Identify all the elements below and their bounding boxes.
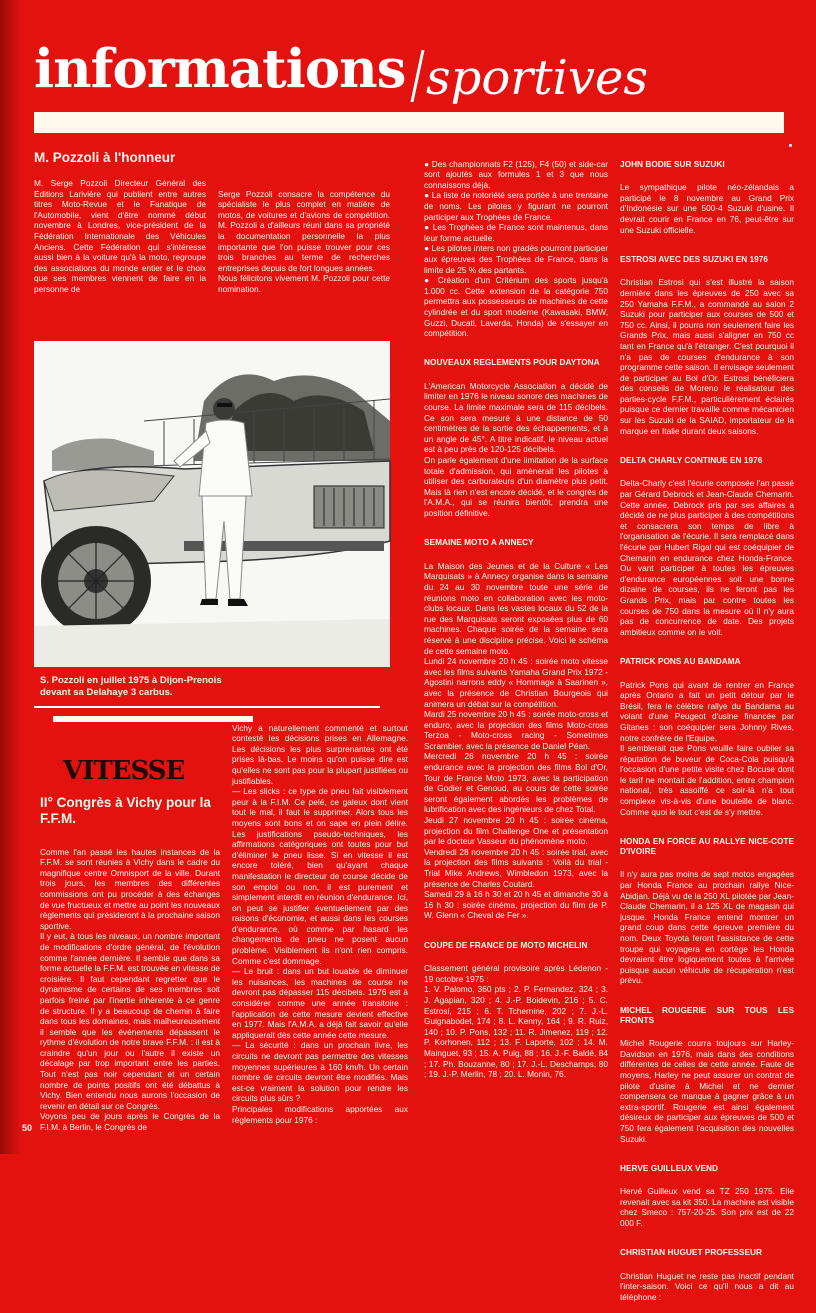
vitesse-subtitle: II° Congrès à Vichy pour la F.F.M. <box>40 795 211 826</box>
heading-huguet: CHRISTIAN HUGUET PROFESSEUR <box>620 1247 762 1258</box>
text-honda-rallye: Il n'y aura pas moins de sept motos engagées par Honda France au prochain rallye Nice-Abidjan. Déjà vu de la 250 XL pilotée par Jean-Claude Chemarin, il a 125 XL de magasin qui jusque. Honda France entend montrer un grand coup dans cette épreuve première du nom. Deux Toyota feront l'assistance de cette troupe qui voyagera en cortège les Honda devraient être logiquement toutes à l'arrivée puisque aucun véhicule de récupération n'est prévu. <box>620 869 794 986</box>
section-header <box>34 30 794 110</box>
news-column-3 <box>424 148 608 1138</box>
photo-caption-line-2: devant sa Delahaye 3 carbus. <box>40 687 173 698</box>
photo-illustration <box>34 341 390 667</box>
heading-patrick-pons: PATRICK PONS AU BANDAMA <box>620 655 741 666</box>
heading-estrosi: ESTROSI AVEC DES SUZUKI EN 1976 <box>620 253 768 264</box>
vitesse-col1 <box>40 836 220 1132</box>
header-white-band <box>34 112 784 133</box>
heading-guilleux: HERVE GUILLEUX VEND <box>620 1162 719 1173</box>
heading-john-bodie: JOHN BODIE SUR SUZUKI <box>620 158 725 169</box>
heading-daytona: NOUVEAUX REGLEMENTS POUR DAYTONA <box>424 357 600 368</box>
heading-delta-charly: DELTA CHARLY CONTINUE EN 1976 <box>620 454 763 465</box>
text-guilleux: Hervé Guilleux vend sa TZ 250 1975. Elle revenait avec sa kit 350. La machine est visible chez Smeco : 757-20-25. Son prix est de 22 000 F. <box>620 1186 794 1229</box>
text-delta-charly: Delta-Charly c'est l'écurie composée l'an passé par Gérard Debrock et Jean-Claude Chemarin. Cette année, Debrock pris par ses affaires a décidé de ne plus participer à des compétitions et consacrera son temps de libre à l'organisation de l'écurie. Il sera remplacé dans l'écurie par Hubert Rigal qui est coéquipier de Chemarin en endurance chez Honda-France. Ou vant participer à toutes les épreuves d'endurance européennes soit une bonne dizaine de courses, ils ne feront pas les Grands Prix, mais par contre toutes les courses de 750 dans la mesure où il n'y aura pas de concurrence de date. Des projets ambitieux comme on le voit. <box>620 478 794 637</box>
heading-coupe-michelin: COUPE DE FRANCE DE MOTO MICHELIN <box>424 939 588 950</box>
heading-annecy: SEMAINE MOTO A ANNECY <box>424 537 534 548</box>
text-rougerie: Michel Rougerie courra toujours sur Harley-Davidson en 1976, mais dans des conditions différentes de celles de cette année. Faute de moyens, Harley ne peut assurer un contrat de pilote d'usine à Michel et ne dernier compensera ce manque à gagner grâce à un extra-sportif. Rougerie est ainsi également désireux de participer aux épreuves de 500 et 750 fera également l'acquisition des nouvelles Suzuki. <box>620 1038 794 1144</box>
text-estrosi: Christian Estrosi qui s'est illustré la saison dernière dans les épreuves de 250 avec sa 250 Yamaha F.F.M., a commandé au salon 2 Suzuki pour participer aux courses de 500 et 750 cc. Ainsi, il pourra non seulement faire les Grands Prix, mais aussi s'aligner en 750 cc tant en France qu'à l'étranger. C'est pourquoi il n'a pas de courses d'endurance à son programme cette saison. Il envisage seulement de participer au Bol d'Or. Estrosi bénéficiera des conseils de Moreno le réalisateur des parties-cycle F.F.M., particulièrement éclairés puisque ce dernier travaille comme mécanicien sur les Suzuki de la SAIAD, importateur de la marque en Italie durant deux saisons. <box>620 277 794 436</box>
vitesse-label: VITESSE <box>63 756 185 786</box>
header-separator <box>410 50 424 102</box>
article-pozzoli-heading-box <box>34 150 389 170</box>
vitesse-text-2: Vichy a naturellement commenté et surtout contesté les décisions prises en Allemagne. Les décisions les plus surprenantes ont été prises là-bas. Le moins qu'on puisse dire est qu'elles ne sont pas pour la plupart justifiées ou justifiables. — Les slicks : ce type de pneu fait visiblement peur à la F.I.M. Ce pelé, ce galeux dont vient tout le mal, il faut le supprimer. Alors tous les moyens sont bons et on sape en plein délire. Les justifications pseudo-techniques, les affirmations catégoriques ont toutes pour but d'éliminer le pneu lisse. Si en vitesse il est encore toléré, bien qu'ayant chaque manifestation le directeur de course décide de son emploi ou non, il est purement et simplement interdit en réunion d'endurance. Ici, on peut se justifier éventuellement par des raisons d'économie, et aussi dans les courses d'endurance, où comme par hasard les changements de pneu ne posent aucun problème. Visiblement ils n'ont rien compris. Comme c'est dommage. — Le bruit : dans un but louable de diminuer les nuisances, les machines de course ne devront pas dépasser 115 décibels. 1976 est à considérer comme une année transitoire : l'application de cette mesure devient effective en 1977. Mais l'A.M.A. a déjà fait savoir qu'elle appliquerait dès cette année cette mesure. — La sécurité : dans un prochain livre, les circuits ne devront pas permettre des vitesses moyennes supérieures à 160 km/h. Un certain nombre de circuits devront être modifiés. Mais est-ce vraiment la solution pour rendre les circuits plus sûrs ? Principales modifications apportées aux règlements pour 1976 : <box>232 722 408 1125</box>
heading-rougerie: MICHEL ROUGERIE SUR TOUS LES FRONTS <box>620 1004 794 1025</box>
article-pozzoli-col2 <box>218 178 390 332</box>
header-title-script: sportives <box>426 50 648 106</box>
photo-caption <box>40 675 222 699</box>
print-speck <box>789 144 792 147</box>
page-number: 50 <box>22 1123 33 1133</box>
article-pozzoli-title: M. Pozzoli à l'honneur <box>34 150 176 165</box>
text-patrick-pons: Patrick Pons qui avant de rentrer en France après Ontario a fait un petit détour par le Brésil, fera le célèbre rallye du Bandama au volant d'une Peugeot d'usine financée par Gitanes : son coéquipier sera Johnny Rives, notre confrère de l'Equipe. Il semblerait que Pons veuille faire oublier sa réputation de buveur de Coca-Cola puisqu'à l'occasion d'une petite visite chez Bocuse dont le tarif ne montait de l'addition, entre champion national, très assoiffé ce soir-là n'a tout complexe vis-à-vis d'une bouteille de blanc. Comme quoi le tout c'est de s'y mettre. <box>620 679 794 817</box>
text-huguet: Christian Huguet ne reste pas inactif pendant l'inter-saison. Voici ce qu'il nous a dit au téléphone : <box>620 1270 794 1303</box>
photo-pozzoli-delahaye <box>34 341 390 667</box>
rules-intro: ● Des championnats F2 (125), F4 (50) et side-car sont ajoutés aux formules 1 et 3 que nous connaissons déjà. ● La liste de notoriété sera portée à une trentaine de noms. Les pilotes y figurant ne pourront participer aux Trophées de France. ● Les Trophées de France sont maintenus, dans leur forme actuelle. ● Les pilotes inters non gradés pourront participer aux épreuves des Trophées de France, dans la limite de 25 % des partants. ● Création d'un Critérium des sports jusqu'à 1.000 cc. Cette extension de la catégorie 750 permettra aux possesseurs de machines de cette cylindrée et du sport moderne (Kawasaki, BMW, Guzzi, Ducati, Laverda, Honda) de s'essayer en compétition. <box>424 158 608 339</box>
vitesse-banner-band <box>53 716 253 722</box>
text-coupe-michelin: Classement général provisoire après Lédenon - 19 octobre 1975 : 1. V. Palomo, 360 pts ; 2. P. Fernandez, 324 ; 3. J. Agapian, 320 ; 4. J.-P. Boidevin, 216 ; 5. C. Estrosi, 215 ; 6. T. Tchernine, 202 ; 7. J.-L. Guignabodet, 174 ; 8. L. Kenny, 164 ; 9. R. Ruiz, 140 ; 10. P. Pons, 132 ; 11. R. Jimenez, 119 ; 12. P. Korhonen, 112 ; 13. F. Laporte, 102 ; 14. M. Mainguet, 93 ; 15. A. Puig, 88 ; 16. J.-F. Baldé, 84 ; 17. Ph. Bouzanne, 80 ; 17. J.-L. Deschamps, 80 ; 19. J.-P. Merlin, 78 ; 20. L. Monin, 76. <box>424 963 608 1080</box>
text-annecy: La Maison des Jeunes et de la Culture « Les Marquisats » à Annecy organise dans la semaine du 24 au 30 novembre toute une série de réunions moto en collaboration avec les moto-clubs locaux. Dans les vastes locaux du 52 de la rue des Marquisats seront exposées plus de 60 machines. Chaque soirée de la semaine sera réservé à une discipline précise. Voici le schéma de cette semaine moto. Lundi 24 novembre 20 h 45 : soirée moto vitesse avec les films suivants Yamaha Grand Prix 1972 - Agostini narrons eddy « Hommage à Saarinen », avec la présence de Christian Bourgeois qui animera un débat sur la compétition. Mardi 25 novembre 20 h 45 : soirée moto-cross et enduro, avec la projection des films Moto-cross Terzoa - Moto-cross racing - Sometimes Scrambler, avec la présence de Daniel Péan. Mercredi 26 novembre 20 h 45 : soirée endurance avec la projection des films Bol d'Or, Tour de France Moto 1973, avec la participation de Godier et Genoud, au cours de cette soirée seront également abordés les problèmes de lubrification avec des ingénieurs de chez Total. Jeudi 27 novembre 20 h 45 : soirée cinéma, projection du film Challenge One et présentation par le docteur Vasseur du phénomène moto. Vendredi 28 novembre 20 h 45 : soirée trial, avec la projection des films suivants : Voilà du trial - Trial Mike Andrews, Wimbledon 1973, avec la présence de Charles Coutard. Samedi 29 à 16 h 30 et 20 h 45 et dimanche 30 à 16 h 30 : soirée cinéma, projection du film de P. W. Glenn « Cheval de Fer ». <box>424 560 608 921</box>
vitesse-col2 <box>232 712 408 1132</box>
article-pozzoli-col1 <box>34 178 206 332</box>
news-column-4 <box>620 148 794 1303</box>
heading-honda-rallye: HONDA EN FORCE AU RALLYE NICE-COTE D'IVOIRE <box>620 835 794 856</box>
vitesse-text-1: Comme l'an passé les hautes instances de la F.F.M. se sont réunies à Vichy dans le cadre du magnifique centre Omnisport de la ville. Durant trois jours, les membres des différentes commissions ont pu procéder à des échanges de vue fructueux et mettre au point les nouveaux règlements qui présideront à la prochaine saison sportive. Il y eut, à tous les niveaux, un nombre important de modifications d'ordre général, de l'évolution comme l'année dernière. Il semble que dans sa forme actuelle la F.F.M. est trouvée en vitesse de croisière. Il faut cependant regretter que le dynamisme de certains de ses membres soit parfois freiné par l'inertie inhérente à ce genre de structure. Il y a beaucoup de chemin à faire dans tous les domaines, mais malheureusement il semble que les événements dépassent le rythme d'évolution de notre brave F.F.M. : il est à craindre qu'un jour ou l'autre il existe un décalage par trop important entre les parties. Tout n'est pas noir cependant et un certain nombre de points positifs ont été débattus à Vichy. Bien entendu nous aurons l'occasion de revenir en détail sur ce Congrès. Voyons peu de jours après le Congrès de la F.I.M. à Berlin, le Congrès de <box>40 846 220 1133</box>
vitesse-banner <box>53 716 253 792</box>
article-pozzoli-text-2: Serge Pozzoli consacre la compétence du spécialiste le plus complet en matière de motos, de voitures et d'avions de compétition. M. Pozzoli a d'ailleurs réuni dans sa propriété la documentation personnelle la plus importante que l'on puisse trouver pour ces trois branches au terme de recherches entreprises depuis de fort longues années. Nous félicitons vivement M. Pozzoli pour cette nomination. <box>218 188 390 294</box>
article-pozzoli-text-1: M. Serge Pozzoli Directeur Général des Editions Larivière qui publient entre autres titres Moto-Revue et le Fanatique de l'Automobile, vient d'être nommé début novembre à Londres, vice-président de la Fédération Internationale des Véhicules Anciens. Cette Fédération qui s'intéresse aussi bien à la voiture qu'à la moto, regroupe des associations du monde entier et le choix que ses membres viennent de faire en la personne de <box>34 178 206 294</box>
header-title-bold: informations <box>34 38 406 100</box>
text-daytona: L'American Motorcycle Association a décidé de limiter en 1976 le niveau sonore des machines de course. La limite maximale sera de 115 décibels. Ce son sera mesuré à une distance de 50 centimètres de la sortie des échappements, et à un angle de 45°. A titre indicatif, le niveau actuel est à peu près de 120-125 décibels. On parle également d'une limitation de la surface totale d'admission, qui amènerait les pilotes à utiliser des carburateurs d'un diamètre plus petit. Mais là rien n'est encore décidé, et le congrès de l'A.M.A., qui se réunira bientôt, prendra une position définitive. <box>424 380 608 518</box>
page-edge-shadow <box>0 0 22 1154</box>
section-divider <box>34 706 380 708</box>
photo-caption-line-1: S. Pozzoli en juillet 1975 à Dijon-Prenois <box>40 675 222 686</box>
text-john-bodie: Le sympathique pilote néo-zélandais a participé le 8 novembre au Grand Prix d'Indonésie sur une 500-4 Suzuki d'usine. Il devrait courir en France en 76, peut-être sur une Suzuki officielle. <box>620 182 794 235</box>
